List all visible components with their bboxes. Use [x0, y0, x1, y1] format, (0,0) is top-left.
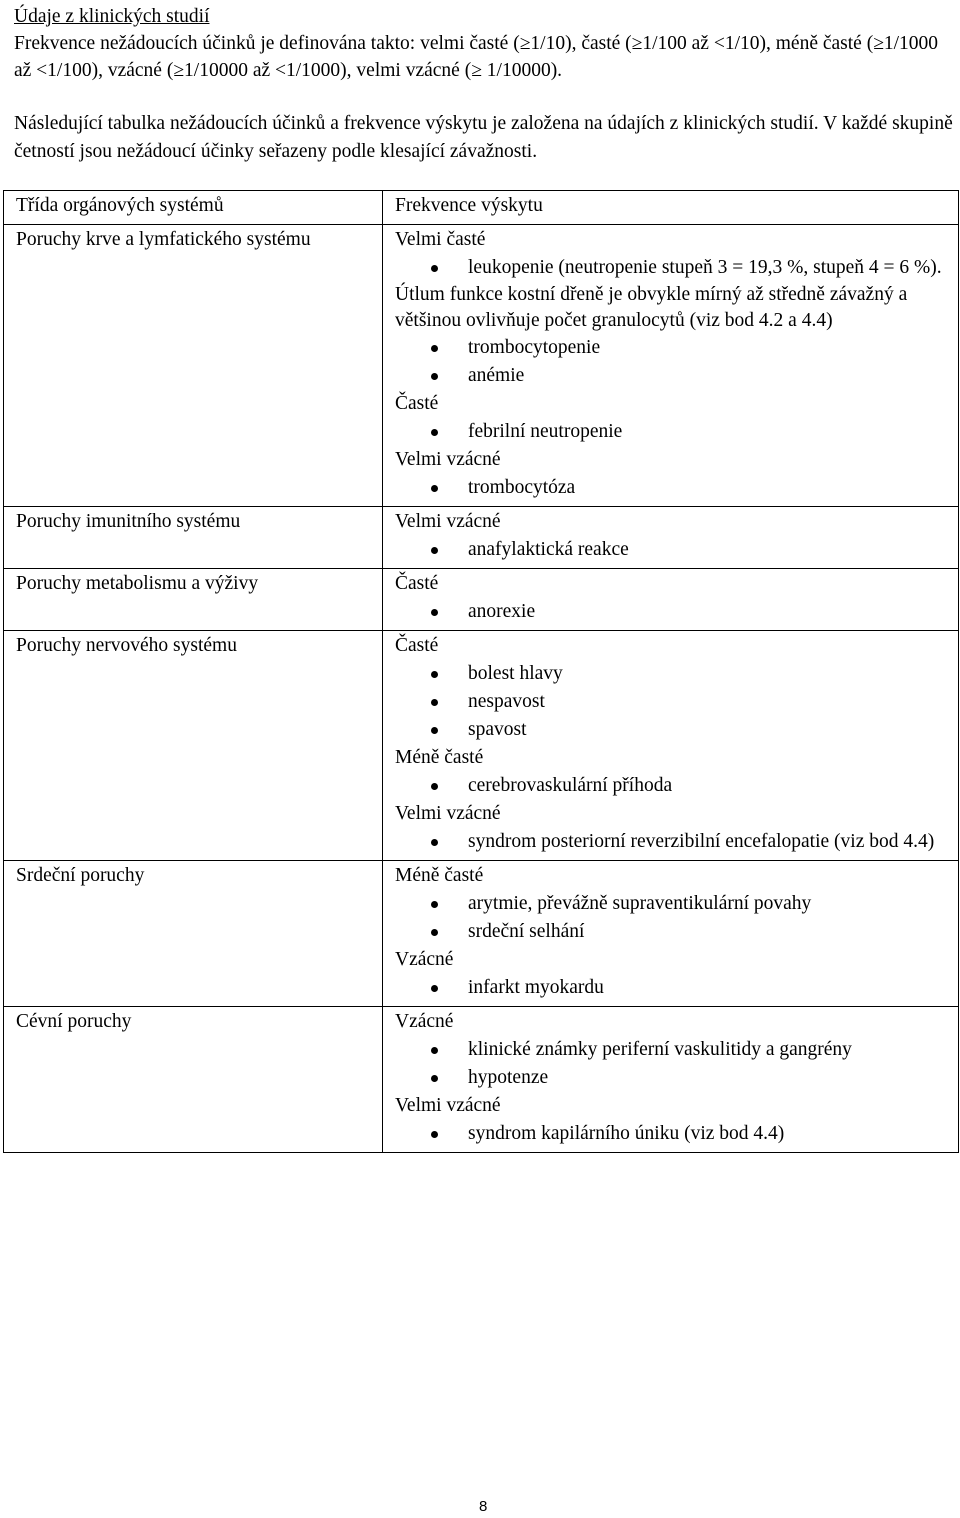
effect-list-item — [395, 334, 946, 362]
effect-list — [395, 598, 946, 626]
effect-list — [395, 660, 946, 744]
table-row — [4, 861, 959, 1007]
bullet-icon — [431, 671, 438, 678]
frequency-label: Méně časté — [395, 865, 484, 886]
effect-list-item — [395, 1120, 946, 1148]
bullet-icon — [431, 699, 438, 706]
bullet-icon — [431, 901, 438, 908]
effect-text: anorexie — [468, 601, 536, 622]
table-row — [4, 569, 959, 631]
effect-text: arytmie, převážně supraventikulární povahy — [468, 893, 812, 914]
bullet-icon — [431, 429, 438, 436]
effect-list-item — [395, 918, 946, 946]
effect-text: hypotenze — [468, 1067, 549, 1088]
frequency-label: Vzácné — [395, 1011, 454, 1032]
effect-text: srdeční selhání — [468, 921, 585, 942]
organ-system-class: Cévní poruchy — [4, 1007, 383, 1153]
effect-list — [395, 1120, 946, 1148]
bullet-icon — [431, 839, 438, 846]
frequency-label: Méně časté — [395, 747, 484, 768]
effect-text: trombocytóza — [468, 477, 576, 498]
frequency-label: Velmi časté — [395, 229, 486, 250]
frequency-cell — [383, 861, 959, 1007]
effect-list — [395, 772, 946, 800]
frequency-label: Velmi vzácné — [395, 511, 501, 532]
bullet-icon — [431, 1131, 438, 1138]
effect-text: syndrom posteriorní reverzibilní encefalopatie (viz bod 4.4) — [468, 831, 935, 852]
effect-list — [395, 418, 946, 446]
effect-list-item — [395, 418, 946, 446]
effect-text: infarkt myokardu — [468, 977, 604, 998]
effect-list-item — [395, 598, 946, 626]
effect-list-item — [395, 1036, 946, 1064]
effect-list-item — [395, 660, 946, 688]
bullet-icon — [431, 485, 438, 492]
frequency-label: Velmi vzácné — [395, 803, 501, 824]
adverse-effects-table — [3, 190, 959, 1153]
effect-note: Útlum funkce kostní dřeně je obvykle mírný až středně závažný a většinou ovlivňuje počet granulocytů (viz bod 4.2 a 4.4) — [395, 284, 908, 331]
organ-system-class: Poruchy nervového systému — [4, 631, 383, 861]
bullet-icon — [431, 345, 438, 352]
bullet-icon — [431, 929, 438, 936]
frequency-label: Velmi vzácné — [395, 449, 501, 470]
effect-text: trombocytopenie — [468, 337, 601, 358]
frequency-cell — [383, 225, 959, 507]
bullet-icon — [431, 373, 438, 380]
effect-list — [395, 974, 946, 1002]
bullet-icon — [431, 265, 438, 272]
effect-text: bolest hlavy — [468, 663, 563, 684]
bullet-icon — [431, 985, 438, 992]
bullet-icon — [431, 783, 438, 790]
header-frequency: Frekvence výskytu — [383, 191, 959, 225]
effect-text: febrilní neutropenie — [468, 421, 623, 442]
frequency-label: Časté — [395, 635, 439, 656]
bullet-icon — [431, 1047, 438, 1054]
frequency-label: Časté — [395, 573, 439, 594]
organ-system-class: Srdeční poruchy — [4, 861, 383, 1007]
effect-list-item — [395, 254, 946, 282]
frequency-label: Velmi vzácné — [395, 1095, 501, 1116]
effect-text: anémie — [468, 365, 525, 386]
effect-list — [395, 254, 946, 282]
frequency-definition: Frekvence nežádoucích účinků je definována takto: velmi časté (≥1/10), časté (≥1/100 až <1/10), méně časté (≥1/1000 až <1/100), vzácné (≥1/10000 až <1/1000), velmi vzácné (≥ 1/10000). — [14, 33, 939, 81]
effect-list — [395, 334, 946, 390]
table-row — [4, 1007, 959, 1153]
effect-list-item — [395, 716, 946, 744]
effect-list-item — [395, 828, 946, 856]
organ-system-class: Poruchy krve a lymfatického systému — [4, 225, 383, 507]
effect-text: syndrom kapilárního úniku (viz bod 4.4) — [468, 1123, 785, 1144]
effect-list — [395, 1036, 946, 1092]
effect-list — [395, 536, 946, 564]
effect-list-item — [395, 536, 946, 564]
effect-list — [395, 890, 946, 946]
section-heading: Údaje z klinických studií — [14, 6, 210, 27]
effect-text: klinické známky periferní vaskulitidy a gangrény — [468, 1039, 852, 1060]
effect-list-item — [395, 474, 946, 502]
frequency-cell — [383, 507, 959, 569]
intro-paragraph: Následující tabulka nežádoucích účinků a frekvence výskytu je založena na údajích z klinických studií. V každé skupině četností jsou nežádoucí účinky seřazeny podle klesající závažnosti. — [14, 113, 953, 162]
effect-list-item — [395, 772, 946, 800]
organ-system-class: Poruchy imunitního systému — [4, 507, 383, 569]
effect-list-item — [395, 1064, 946, 1092]
effect-list — [395, 828, 946, 856]
bullet-icon — [431, 547, 438, 554]
table-header-row — [4, 191, 959, 225]
effect-list-item — [395, 362, 946, 390]
organ-system-class: Poruchy metabolismu a výživy — [4, 569, 383, 631]
frequency-cell — [383, 631, 959, 861]
page-number: 8 — [479, 1498, 488, 1515]
table-row — [4, 225, 959, 507]
bullet-icon — [431, 1075, 438, 1082]
bullet-icon — [431, 609, 438, 616]
effect-list — [395, 474, 946, 502]
frequency-label: Časté — [395, 393, 439, 414]
effect-list-item — [395, 688, 946, 716]
frequency-label: Vzácné — [395, 949, 454, 970]
table-row — [4, 631, 959, 861]
effect-text: cerebrovaskulární příhoda — [468, 775, 673, 796]
frequency-cell — [383, 569, 959, 631]
effect-text: nespavost — [468, 691, 545, 712]
effect-text: anafylaktická reakce — [468, 539, 629, 560]
effect-text: leukopenie (neutropenie stupeň 3 = 19,3 %, stupeň 4 = 6 %). — [468, 257, 942, 278]
effect-list-item — [395, 890, 946, 918]
frequency-cell — [383, 1007, 959, 1153]
effect-list-item — [395, 974, 946, 1002]
bullet-icon — [431, 727, 438, 734]
header-organ-class: Třída orgánových systémů — [4, 191, 383, 225]
effect-text: spavost — [468, 719, 527, 740]
table-row — [4, 507, 959, 569]
